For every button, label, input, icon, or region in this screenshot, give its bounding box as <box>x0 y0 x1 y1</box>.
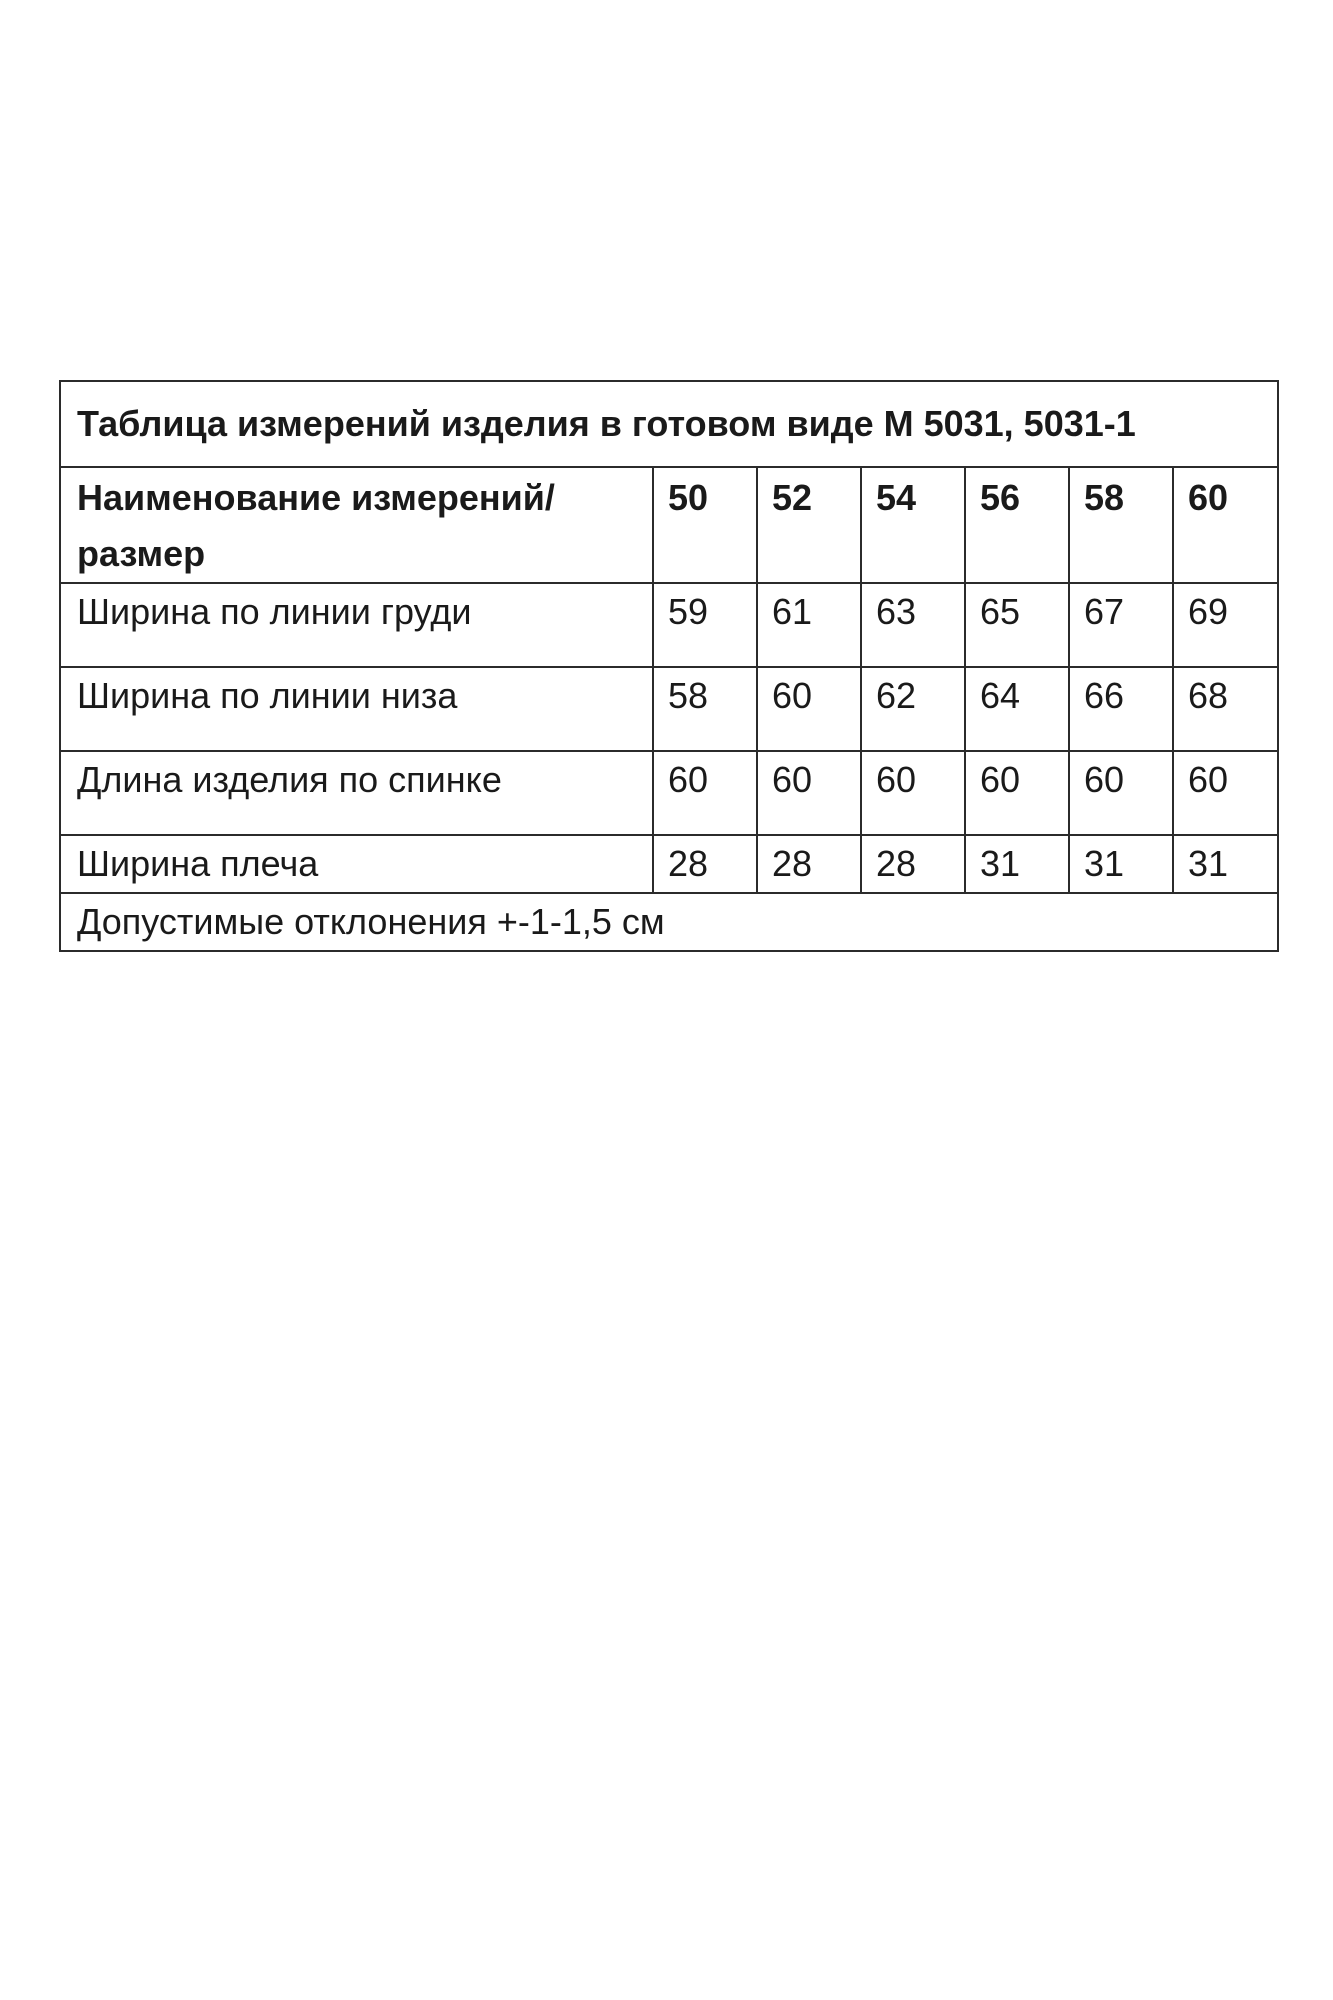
row-label: Длина изделия по спинке <box>60 751 653 835</box>
row-value: 68 <box>1173 667 1278 751</box>
header-size: 58 <box>1069 467 1173 583</box>
measurements-table <box>59 380 1279 952</box>
row-value: 61 <box>757 583 861 667</box>
row-value: 60 <box>965 751 1069 835</box>
row-value: 60 <box>861 751 965 835</box>
row-value: 69 <box>1173 583 1278 667</box>
row-value: 64 <box>965 667 1069 751</box>
header-size: 50 <box>653 467 757 583</box>
row-value: 31 <box>1173 835 1278 893</box>
row-value: 59 <box>653 583 757 667</box>
header-size: 60 <box>1173 467 1278 583</box>
row-value: 28 <box>653 835 757 893</box>
table-row <box>60 667 1278 751</box>
header-size: 54 <box>861 467 965 583</box>
row-value: 60 <box>1069 751 1173 835</box>
row-value: 28 <box>757 835 861 893</box>
row-value: 66 <box>1069 667 1173 751</box>
table-title-row <box>60 381 1278 467</box>
row-value: 65 <box>965 583 1069 667</box>
row-value: 31 <box>965 835 1069 893</box>
table-header-row <box>60 467 1278 583</box>
table-row <box>60 583 1278 667</box>
row-label: Ширина плеча <box>60 835 653 893</box>
row-value: 60 <box>757 667 861 751</box>
table-row <box>60 835 1278 893</box>
table-note-row <box>60 893 1278 951</box>
header-size: 56 <box>965 467 1069 583</box>
row-value: 63 <box>861 583 965 667</box>
table-title: Таблица измерений изделия в готовом виде М 5031, 5031-1 <box>60 381 1278 467</box>
table-row <box>60 751 1278 835</box>
row-value: 58 <box>653 667 757 751</box>
row-value: 67 <box>1069 583 1173 667</box>
row-value: 60 <box>757 751 861 835</box>
row-label: Ширина по линии груди <box>60 583 653 667</box>
row-value: 60 <box>653 751 757 835</box>
header-size: 52 <box>757 467 861 583</box>
row-value: 60 <box>1173 751 1278 835</box>
row-value: 31 <box>1069 835 1173 893</box>
row-value: 62 <box>861 667 965 751</box>
tolerance-note: Допустимые отклонения +-1-1,5 см <box>60 893 1278 951</box>
row-value: 28 <box>861 835 965 893</box>
row-label: Ширина по линии низа <box>60 667 653 751</box>
header-label: Наименование измерений/размер <box>60 467 653 583</box>
